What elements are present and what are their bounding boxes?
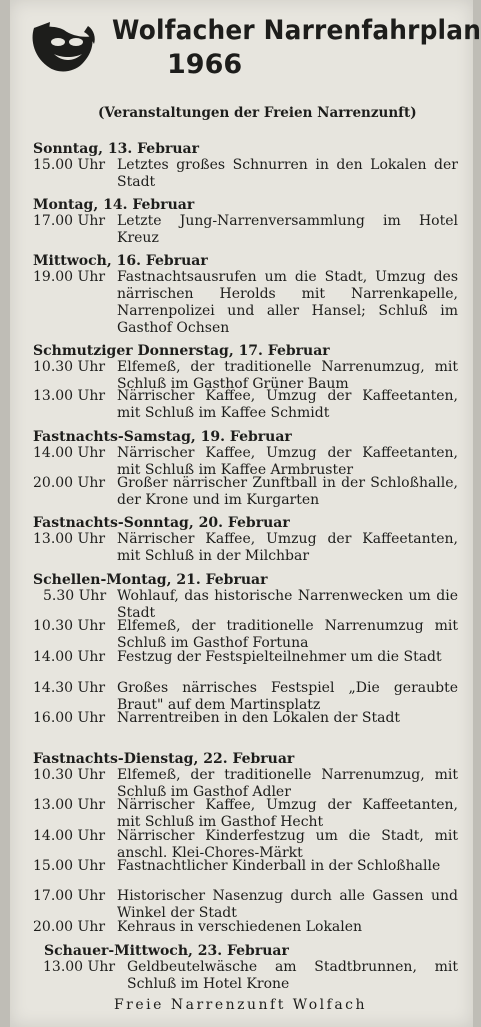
event-time: 10.30 Uhr [33,359,106,375]
event-text: Elfemeß, der traditionelle Narrenumzug mit Schluß im Gasthof Fortuna [117,618,458,651]
event-row [33,618,458,652]
event-text: Letzte Jung-Narrenversammlung im Hotel Kreuz [117,213,458,246]
day-heading: Schellen-Montag, 21. Februar [33,572,268,588]
event-row [33,919,458,936]
event-text: Narrentreiben in den Lokalen der Stadt [117,710,401,726]
event-time: 10.30 Uhr [33,767,106,783]
day-heading: Fastnachts-Samstag, 19. Februar [33,429,292,445]
event-row [33,828,458,862]
event-time: 14.00 Uhr [33,828,106,844]
event-text: Historischer Nasenzug durch alle Gassen und Winkel der Stadt [117,888,458,921]
day-heading: Schmutziger Donnerstag, 17. Februar [33,343,330,359]
day-heading: Fastnachts-Dienstag, 22. Februar [33,751,295,767]
event-time: 10.30 Uhr [33,618,106,634]
event-row [33,588,458,622]
event-row [33,858,458,875]
document-year: 1966 [167,49,243,80]
event-row [33,797,458,831]
event-time: 20.00 Uhr [33,475,106,491]
event-row [33,959,458,993]
event-time: 20.00 Uhr [33,919,106,935]
event-time: 13.00 Uhr [43,959,116,975]
event-text: Großer närrischer Zunftball in der Schloßhalle, der Krone und im Kurgarten [117,475,458,508]
event-text: Elfemeß, der traditionelle Narrenumzug, mit Schluß im Gasthof Grüner Baum [117,359,458,392]
event-time: 17.00 Uhr [33,213,106,229]
event-row [33,888,458,922]
event-text: Wohlauf, das historische Narrenwecken um die Stadt [117,588,458,621]
event-text: Närrischer Kaffee, Umzug der Kaffeetanten, mit Schluß im Gasthof Hecht [117,797,458,830]
narro-mask-logo [28,20,98,76]
event-text: Närrischer Kaffee, Umzug der Kaffeetanten, mit Schluß im Kaffee Schmidt [117,388,458,421]
event-time: 14.00 Uhr [33,649,106,665]
event-row [33,388,458,422]
event-time: 15.00 Uhr [33,157,106,173]
day-heading: Schauer-Mittwoch, 23. Februar [44,943,289,959]
event-text: Großes närrisches Festspiel „Die geraubte Braut" auf dem Martinsplatz [117,680,458,713]
event-row [33,475,458,509]
event-text: Geldbeutelwäsche am Stadtbrunnen, mit Schluß im Hotel Krone [127,959,458,992]
event-time: 13.00 Uhr [33,388,106,404]
event-time: 13.00 Uhr [33,531,106,547]
event-text: Fastnachtlicher Kinderball in der Schloßhalle [117,858,441,874]
event-row [33,269,458,337]
event-text: Festzug der Festspielteilnehmer um die Stadt [117,649,442,665]
day-heading: Mittwoch, 16. Februar [33,253,208,269]
event-text: Fastnachtsausrufen um die Stadt, Umzug des närrischen Herolds mit Narrenkapelle, Narrenpolizei und aller Hansel; Schluß im Gasthof Ochsen [117,269,458,336]
document-title: Wolfacher Narrenfahrplan [112,15,481,46]
event-time: 17.00 Uhr [33,888,106,904]
event-row [33,649,458,666]
event-time: 16.00 Uhr [33,710,106,726]
event-text: Närrischer Kaffee, Umzug der Kaffeetanten, mit Schluß in der Milchbar [117,531,458,564]
day-heading: Montag, 14. Februar [33,197,195,213]
event-row [33,531,458,565]
event-row [33,213,458,247]
event-text: Letztes großes Schnurren in den Lokalen der Stadt [117,157,458,190]
day-heading: Fastnachts-Sonntag, 20. Februar [33,515,290,531]
document-footer: Freie Narrenzunft Wolfach [113,997,368,1013]
event-time: 5.30 Uhr [43,588,107,604]
event-row [33,680,458,714]
event-time: 19.00 Uhr [33,269,106,285]
event-row [33,710,458,727]
event-time: 15.00 Uhr [33,858,106,874]
event-time: 13.00 Uhr [33,797,106,813]
event-text: Närrischer Kaffee, Umzug der Kaffeetanten, mit Schluß im Kaffee Armbruster [117,445,458,478]
event-row [33,445,458,479]
event-row [33,157,458,191]
document-subtitle: (Veranstaltungen der Freien Narrenzunft) [98,105,417,121]
event-time: 14.30 Uhr [33,680,106,696]
event-text: Kehraus in verschiedenen Lokalen [117,919,363,935]
event-row [33,767,458,801]
day-heading: Sonntag, 13. Februar [33,141,199,157]
event-time: 14.00 Uhr [33,445,106,461]
event-text: Närrischer Kinderfestzug um die Stadt, mit anschl. Klei-Chores-Märkt [117,828,458,861]
event-text: Elfemeß, der traditionelle Narrenumzug, mit Schluß im Gasthof Adler [117,767,458,800]
